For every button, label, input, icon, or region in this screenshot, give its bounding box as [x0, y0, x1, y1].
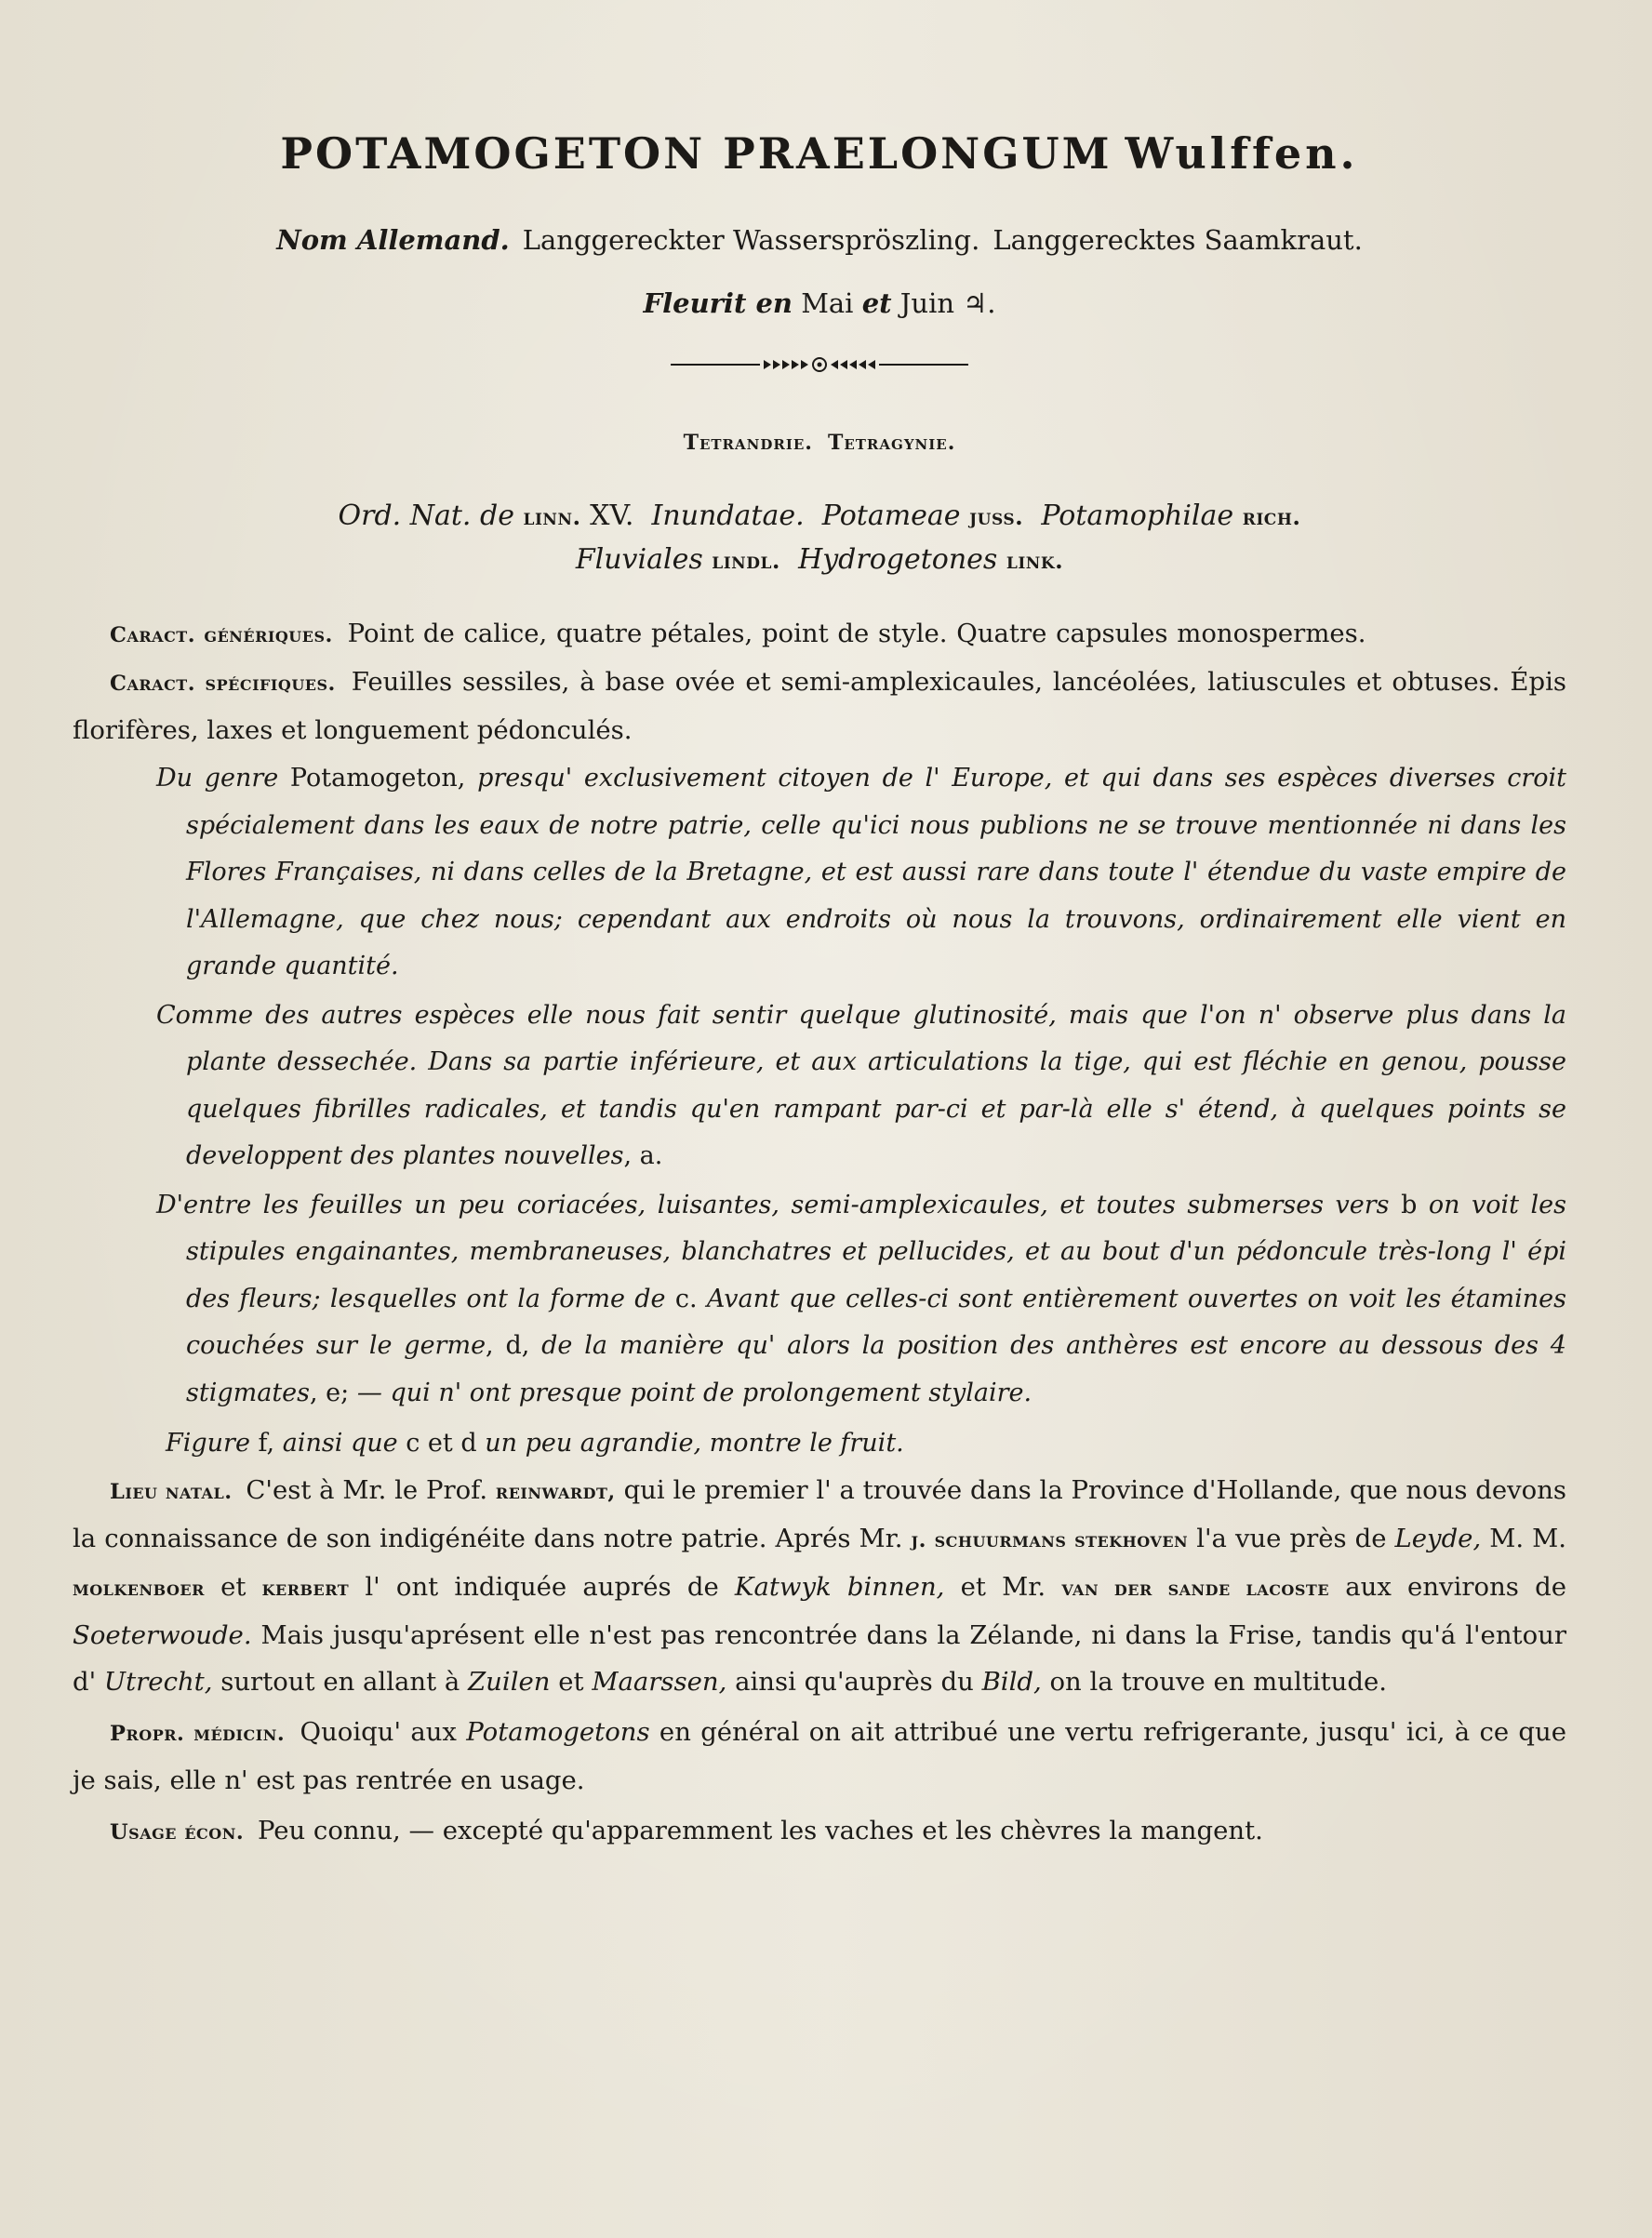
medicinal-t1: Quoiqu' aux	[300, 1717, 457, 1747]
person-schuurmans: j. schuurmans stekhoven	[911, 1528, 1189, 1552]
genus-name: Potamogeton,	[289, 764, 466, 793]
locality-t7: et Mr.	[960, 1572, 1046, 1602]
german-name-2: Langgerecktes Saamkraut.	[993, 224, 1363, 256]
description-paragraph-1	[73, 755, 1566, 991]
description-paragraph-2	[73, 992, 1566, 1180]
locality-label: Lieu natal.	[110, 1480, 233, 1504]
generic-label: Caract. génériques.	[110, 623, 333, 647]
figure-text-b: ainsi que	[282, 1429, 398, 1458]
specific-label: Caract. spécifiques.	[110, 672, 336, 696]
figure-ref-d: , d,	[486, 1331, 530, 1360]
german-name-1: Langgereckter Wasserspröszling.	[522, 224, 980, 256]
generic-text: Point de calice, quatre pétales, point de style. Quatre capsules monospermes.	[347, 619, 1366, 648]
perennial-symbol: ♃.	[963, 287, 996, 319]
genus-plural: Potamogetons	[466, 1717, 650, 1747]
place-katwyk: Katwyk binnen,	[734, 1572, 945, 1602]
lindl-abbrev: lindl.	[712, 547, 780, 574]
para3-text-e: de la manière qu' alors la position des anthères est encore au dessous des 4 stigmates	[186, 1331, 1566, 1407]
order-name: Tetragynie.	[827, 431, 956, 455]
flowering-period	[73, 285, 1566, 322]
locality-t1: C'est à Mr. le Prof.	[246, 1475, 488, 1505]
locality-t12: ainsi qu'auprès du	[735, 1667, 974, 1697]
figure-label: Figure	[166, 1429, 250, 1458]
fluviales: Fluviales	[575, 543, 703, 576]
place-utrecht: Utrecht,	[103, 1667, 213, 1697]
figure-ref-b: b	[1401, 1190, 1418, 1219]
usage-text: Peu connu, — excepté qu'apparemment les vaches et les chèvres la mangent.	[257, 1816, 1263, 1845]
usage-label: Usage écon.	[110, 1820, 245, 1845]
locality-t5: et	[220, 1572, 246, 1602]
medicinal-t2: en général on ait attribué une vertu refrigerante, jusqu' ici, à ce que je sais, elle n' est pas rentrée en usage.	[73, 1717, 1567, 1795]
specific-characters	[73, 659, 1566, 753]
juss-abbrev: juss.	[969, 503, 1024, 530]
place-zuilen: Zuilen	[468, 1667, 551, 1697]
figure-ref-a: , a.	[623, 1141, 663, 1170]
inundatae: Inundatae.	[651, 500, 805, 532]
para3-text-f: — qui n' ont presque point de prolongement stylaire.	[356, 1378, 1032, 1407]
locality-t10: surtout en allant à	[220, 1667, 460, 1697]
flowering-conj: et	[861, 287, 892, 319]
native-locality	[73, 1467, 1566, 1705]
figure-ref-e: , e;	[310, 1378, 350, 1407]
figure-text-c: un peu agrandie, montre le fruit.	[485, 1429, 904, 1458]
flowering-label: Fleurit en	[643, 287, 793, 319]
linn-abbrev: linn.	[523, 503, 581, 530]
para3-text-a: D'entre les feuilles un peu coriacées, luisantes, semi-amplexicaules, et toutes submerses vers	[156, 1190, 1390, 1219]
locality-t9: Mais jusqu'aprésent elle n'est pas rencontrée dans la Zélande, ni dans la Frise, tandis qu'á l'entour d'	[73, 1620, 1566, 1697]
medicinal-properties	[73, 1709, 1566, 1804]
flowering-month-1: Mai	[801, 287, 854, 319]
ord-nat-label: Ord. Nat. de	[338, 500, 514, 532]
link-abbrev: link.	[1006, 547, 1064, 574]
description-body	[73, 610, 1566, 1856]
linnaean-class	[73, 424, 1566, 461]
person-kerbert: kerbert	[261, 1577, 350, 1601]
locality-t8: aux environs de	[1345, 1572, 1566, 1602]
specific-text: Feuilles sessiles, à base ovée et semi-amplexicaules, lancéolées, latiuscules et obtuses. Épis florifères, laxes et longuement pédonculés.	[73, 667, 1566, 745]
figure-ref-c: c.	[674, 1284, 698, 1313]
page-title	[73, 121, 1566, 186]
place-soeterwoude: Soeterwoude.	[73, 1620, 252, 1650]
locality-t11: et	[558, 1667, 584, 1697]
species-author: Wulffen.	[1125, 128, 1359, 179]
para1-text: presqu' exclusivement citoyen de l' Europe, et qui dans ses espèces diverses croit spécialement dans les eaux de notre patrie, celle qu'ici nous publions ne se trouve mentionnée ni dans les Flores Françaises, ni dans celles de la Bretagne, et est aussi rare dans toute l' étendue du vaste empire de l'Allemagne, que chez nous; cependant aux endroits où nous la trouvons, ordinairement elle vient en grande quantité.	[186, 764, 1567, 980]
potameae: Potameae	[821, 500, 961, 532]
para2-text: Comme des autres espèces elle nous fait sentir quelque glutinosité, mais que l'on n' observe plus dans la plante dessechée. Dans sa partie inférieure, et aux articulations la tige, qui est fléchie en genou, pousse quelques fibrilles radicales, et tandis qu'en rampant par-ci et par-là elle s' étend, à quelques points se developpent des plantes nouvelles	[156, 1000, 1566, 1170]
locality-t4: M. M.	[1489, 1524, 1567, 1553]
place-bild: Bild,	[981, 1667, 1042, 1697]
natural-order-line-1	[73, 495, 1566, 539]
description-paragraph-3	[73, 1182, 1566, 1418]
person-lacoste: van der sande lacoste	[1061, 1577, 1330, 1601]
ornamental-divider	[73, 350, 1566, 378]
flowering-month-2: Juin	[899, 287, 955, 319]
person-molkenboer: molkenboer	[73, 1577, 205, 1601]
natural-order-line-2	[73, 539, 1566, 582]
para3-text-d: Avant que celles-ci sont entièrement ouvertes on voit les étamines couchées sur le germe	[186, 1284, 1566, 1360]
figure-note	[73, 1420, 1566, 1467]
class-name: Tetrandrie.	[683, 431, 813, 455]
locality-t13: on la trouve en multitude.	[1049, 1667, 1387, 1697]
hydrogetones: Hydrogetones	[798, 543, 998, 576]
natural-order	[73, 495, 1566, 582]
para3-text-c: on voit les stipules engainantes, membraneuses, blanchatres et pellucides, et au bout d'un pédoncule très-long l' épi des fleurs; lesquelles ont la forme de	[186, 1190, 1566, 1313]
figure-ref-f: f,	[258, 1429, 275, 1458]
locality-t6: l' ont indiquée auprés de	[365, 1572, 719, 1602]
place-leyde: Leyde,	[1394, 1524, 1482, 1553]
locality-t3: l'a vue près de	[1196, 1524, 1387, 1553]
order-number: XV.	[590, 500, 634, 532]
species-name: POTAMOGETON PRAELONGUM	[280, 128, 1112, 179]
potamophilae: Potamophilae	[1041, 500, 1234, 532]
german-names-label: Nom Allemand.	[276, 224, 510, 256]
generic-characters	[73, 610, 1566, 659]
rich-abbrev: rich.	[1242, 503, 1301, 530]
para1-start: Du genre	[156, 764, 279, 793]
locality-t2: qui le premier l' a trouvée dans la Province d'Hollande, que nous devons la connaissance de son indigénéite dans notre patrie. Aprés Mr.	[73, 1475, 1567, 1553]
ornament-rule-icon	[671, 353, 968, 375]
medicinal-label: Propr. médicin.	[110, 1722, 286, 1746]
german-names	[73, 221, 1566, 259]
place-maarssen: Maarssen,	[592, 1667, 727, 1697]
person-reinwardt: reinwardt,	[495, 1480, 616, 1504]
figure-ref-cd: c et d	[406, 1429, 477, 1458]
economic-usage	[73, 1807, 1566, 1856]
